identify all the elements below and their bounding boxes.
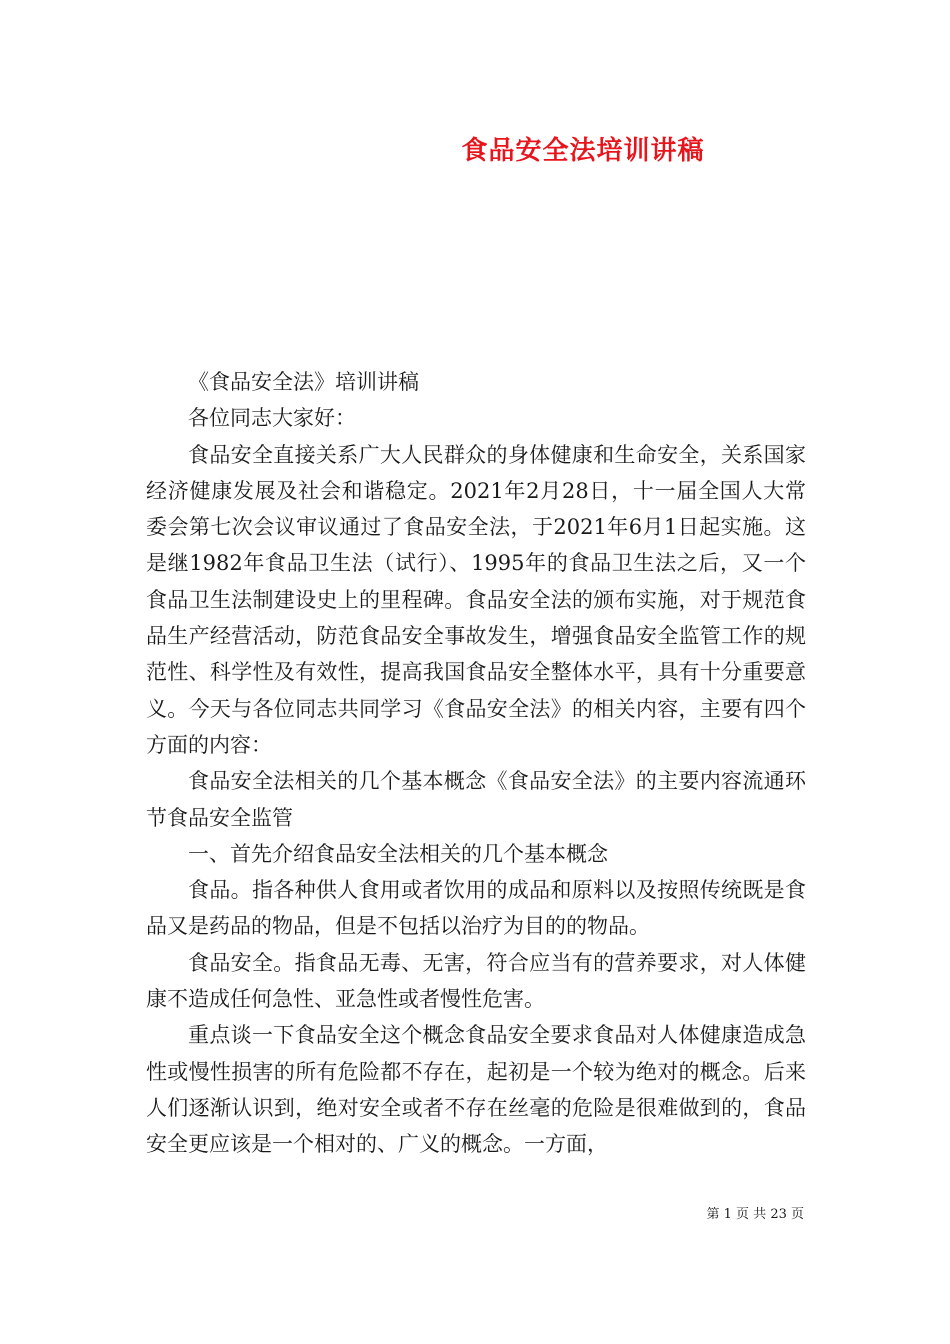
- paragraph-food-safety-definition: 食品安全。指食品无毒、无害，符合应当有的营养要求，对人体健康不造成任何急性、亚急性或者慢性危害。: [146, 950, 806, 1012]
- paragraph-food-safety-discussion: 重点谈一下食品安全这个概念食品安全要求食品对人体健康造成急性或慢性损害的所有危险都不存在，起初是一个较为绝对的概念。后来人们逐渐认识到，绝对安全或者不存在丝毫的危险是很难做到的，食品安全更应该是一个相对的、广义的概念。一方面，: [146, 1023, 806, 1157]
- paragraph-heading: 《食品安全法》培训讲稿: [188, 370, 419, 394]
- paragraph-intro: 食品安全直接关系广大人民群众的身体健康和生命安全，关系国家经济健康发展及社会和谐稳定。2021年2月28日，十一届全国人大常委会第七次会议审议通过了食品安全法，于2021年6月1日起实施。这是继1982年食品卫生法（试行）、1995年的食品卫生法之后，又一个食品卫生法制建设史上的里程碑。食品安全法的颁布实施，对于规范食品生产经营活动，防范食品安全事故发生，增强食品安全监管工作的规范性、科学性及有效性，提高我国食品安全整体水平，具有十分重要意义。今天与各位同志共同学习《食品安全法》的相关内容，主要有四个方面的内容：: [146, 442, 806, 757]
- document-title: 食品安全法培训讲稿: [461, 136, 705, 166]
- paragraph-food-definition: 食品。指各种供人食用或者饮用的成品和原料以及按照传统既是食品又是药品的物品，但是不包括以治疗为目的的物品。: [146, 878, 806, 939]
- page-number-footer: 第 1 页 共 23 页: [706, 1207, 804, 1222]
- paragraph-section-one: 一、首先介绍食品安全法相关的几个基本概念: [188, 841, 608, 866]
- paragraph-greeting: 各位同志大家好：: [188, 406, 356, 431]
- document-body: [146, 364, 806, 1163]
- paragraph-outline: 食品安全法相关的几个基本概念《食品安全法》的主要内容流通环节食品安全监管: [146, 769, 806, 830]
